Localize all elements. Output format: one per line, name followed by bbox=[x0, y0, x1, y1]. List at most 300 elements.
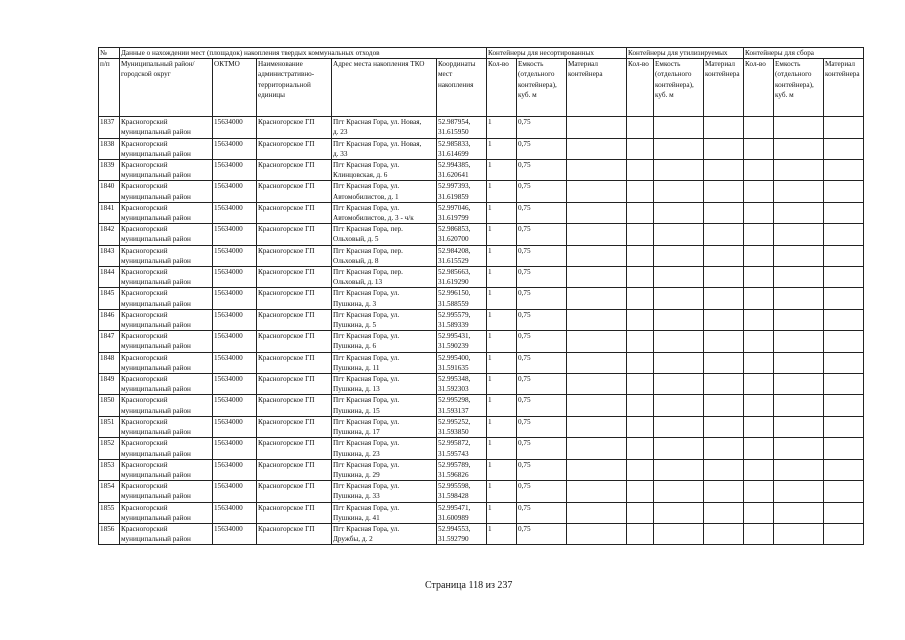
district-cell bbox=[120, 224, 213, 245]
district-cell bbox=[120, 352, 213, 373]
admin-unit-cell-line: Красногорское ГП bbox=[258, 118, 315, 127]
empty-cell bbox=[567, 202, 627, 223]
qty-cell-line: 1 bbox=[488, 503, 492, 512]
admin-unit-cell-line: Красногорское ГП bbox=[258, 503, 315, 512]
empty-cell bbox=[654, 160, 704, 181]
empty-cell bbox=[654, 331, 704, 352]
empty-cell bbox=[774, 523, 824, 544]
coords-cell-line: 52.995579, bbox=[438, 310, 471, 319]
empty-cell bbox=[704, 160, 744, 181]
address-cell-line: Пгт Красная Гора, ул. bbox=[333, 289, 400, 298]
header-admin-unit: Наименование административно-территориальной единицы bbox=[257, 59, 332, 117]
empty-cell bbox=[744, 117, 774, 138]
empty-cell bbox=[774, 459, 824, 480]
district-cell-line: муниципальный район bbox=[121, 128, 191, 137]
empty-cell bbox=[654, 224, 704, 245]
oktmo-cell bbox=[213, 459, 257, 480]
admin-unit-cell bbox=[257, 331, 332, 352]
empty-cell bbox=[744, 245, 774, 266]
qty-cell-line: 1 bbox=[488, 439, 492, 448]
empty-cell bbox=[627, 181, 654, 202]
address-cell bbox=[332, 331, 437, 352]
oktmo-cell-line: 15634000 bbox=[214, 417, 243, 426]
address-cell-line: Пушкина, д. 23 bbox=[333, 449, 380, 458]
empty-cell bbox=[704, 288, 744, 309]
row-number bbox=[99, 117, 120, 138]
coords-cell-line: 52.997393, bbox=[438, 182, 471, 191]
address-cell bbox=[332, 117, 437, 138]
qty-cell-line: 1 bbox=[488, 182, 492, 191]
address-cell-line: Пгт Красная Гора, ул. bbox=[333, 375, 400, 384]
empty-cell bbox=[567, 331, 627, 352]
admin-unit-cell-line: Красногорское ГП bbox=[258, 332, 315, 341]
district-cell-line: муниципальный район bbox=[121, 449, 191, 458]
row-number-line: 1845 bbox=[100, 289, 115, 298]
header-capacity-2: Емкость (отдельного контейнера), куб. м bbox=[654, 59, 704, 117]
oktmo-cell bbox=[213, 224, 257, 245]
qty-cell bbox=[487, 352, 517, 373]
district-cell-line: Красногорский bbox=[121, 482, 168, 491]
district-cell bbox=[120, 395, 213, 416]
admin-unit-cell bbox=[257, 374, 332, 395]
oktmo-cell-line: 15634000 bbox=[214, 332, 243, 341]
capacity-cell bbox=[517, 138, 567, 159]
row-number-line: 1852 bbox=[100, 439, 115, 448]
district-cell-line: Красногорский bbox=[121, 225, 168, 234]
district-cell-line: Красногорский bbox=[121, 503, 168, 512]
capacity-cell-line: 0,75 bbox=[518, 353, 531, 362]
capacity-cell-line: 0,75 bbox=[518, 203, 531, 212]
row-number bbox=[99, 374, 120, 395]
row-number bbox=[99, 267, 120, 288]
empty-cell bbox=[704, 181, 744, 202]
address-cell bbox=[332, 374, 437, 395]
waste-sites-table bbox=[98, 47, 864, 545]
address-cell-line: Пгт Красная Гора, ул. bbox=[333, 439, 400, 448]
empty-cell bbox=[774, 138, 824, 159]
empty-cell bbox=[654, 117, 704, 138]
empty-cell bbox=[824, 267, 864, 288]
capacity-cell bbox=[517, 481, 567, 502]
row-number bbox=[99, 202, 120, 223]
header-qty-1: Кол-во bbox=[487, 59, 517, 117]
capacity-cell-line: 0,75 bbox=[518, 139, 531, 148]
address-cell-line: Пгт Красная Гора, ул. bbox=[333, 482, 400, 491]
district-cell-line: муниципальный район bbox=[121, 535, 191, 544]
qty-cell bbox=[487, 416, 517, 437]
address-cell-line: Ольховый, д. 8 bbox=[333, 256, 379, 265]
district-cell bbox=[120, 523, 213, 544]
qty-cell-line: 1 bbox=[488, 460, 492, 469]
row-number bbox=[99, 438, 120, 459]
district-cell bbox=[120, 502, 213, 523]
header-row-columns bbox=[99, 59, 864, 117]
coords-cell bbox=[437, 288, 487, 309]
empty-cell bbox=[627, 288, 654, 309]
empty-cell bbox=[567, 523, 627, 544]
empty-cell bbox=[744, 267, 774, 288]
address-cell-line: Автомобилистов, д. 1 bbox=[333, 192, 399, 201]
empty-cell bbox=[774, 202, 824, 223]
oktmo-cell-line: 15634000 bbox=[214, 182, 243, 191]
row-number-line: 1853 bbox=[100, 460, 115, 469]
empty-cell bbox=[704, 267, 744, 288]
district-cell bbox=[120, 117, 213, 138]
coords-cell-line: 52.995348, bbox=[438, 375, 471, 384]
row-number-line: 1841 bbox=[100, 203, 115, 212]
oktmo-cell-line: 15634000 bbox=[214, 396, 243, 405]
admin-unit-cell bbox=[257, 267, 332, 288]
address-cell bbox=[332, 202, 437, 223]
empty-cell bbox=[654, 481, 704, 502]
coords-cell-line: 31.620700 bbox=[438, 235, 469, 244]
qty-cell-line: 1 bbox=[488, 482, 492, 491]
qty-cell bbox=[487, 160, 517, 181]
address-cell-line: Ольховый, д. 13 bbox=[333, 278, 383, 287]
oktmo-cell-line: 15634000 bbox=[214, 310, 243, 319]
empty-cell bbox=[567, 502, 627, 523]
admin-unit-cell bbox=[257, 481, 332, 502]
address-cell-line: Пгт Красная Гора, ул. Новая, bbox=[333, 139, 422, 148]
document-page bbox=[98, 47, 864, 545]
admin-unit-cell bbox=[257, 202, 332, 223]
table-row bbox=[99, 288, 864, 309]
qty-cell-line: 1 bbox=[488, 375, 492, 384]
coords-cell-line: 31.590239 bbox=[438, 342, 469, 351]
oktmo-cell-line: 15634000 bbox=[214, 225, 243, 234]
oktmo-cell-line: 15634000 bbox=[214, 375, 243, 384]
empty-cell bbox=[774, 331, 824, 352]
empty-cell bbox=[654, 138, 704, 159]
empty-cell bbox=[627, 117, 654, 138]
row-number bbox=[99, 481, 120, 502]
address-cell-line: Пушкина, д. 13 bbox=[333, 385, 380, 394]
row-number bbox=[99, 309, 120, 330]
row-number bbox=[99, 352, 120, 373]
empty-cell bbox=[774, 352, 824, 373]
header-qty-2: Кол-во bbox=[627, 59, 654, 117]
qty-cell bbox=[487, 181, 517, 202]
district-cell-line: муниципальный район bbox=[121, 513, 191, 522]
table-row bbox=[99, 117, 864, 138]
empty-cell bbox=[824, 395, 864, 416]
table-row bbox=[99, 481, 864, 502]
empty-cell bbox=[627, 374, 654, 395]
district-cell bbox=[120, 309, 213, 330]
coords-cell bbox=[437, 117, 487, 138]
address-cell bbox=[332, 267, 437, 288]
row-number-line: 1850 bbox=[100, 396, 115, 405]
coords-cell bbox=[437, 502, 487, 523]
coords-cell-line: 31.614699 bbox=[438, 149, 469, 158]
coords-cell-line: 52.986853, bbox=[438, 225, 471, 234]
address-cell-line: Пгт Красная Гора, пер. bbox=[333, 246, 403, 255]
coords-cell bbox=[437, 309, 487, 330]
empty-cell bbox=[654, 267, 704, 288]
coords-cell-line: 31.592303 bbox=[438, 385, 469, 394]
admin-unit-cell-line: Красногорское ГП bbox=[258, 353, 315, 362]
admin-unit-cell-line: Красногорское ГП bbox=[258, 524, 315, 533]
empty-cell bbox=[567, 117, 627, 138]
empty-cell bbox=[627, 502, 654, 523]
district-cell-line: Красногорский bbox=[121, 268, 168, 277]
row-number bbox=[99, 416, 120, 437]
address-cell-line: Пгт Красная Гора, ул. bbox=[333, 161, 400, 170]
oktmo-cell-line: 15634000 bbox=[214, 353, 243, 362]
coords-cell bbox=[437, 224, 487, 245]
oktmo-cell-line: 15634000 bbox=[214, 246, 243, 255]
admin-unit-cell bbox=[257, 502, 332, 523]
admin-unit-cell-line: Красногорское ГП bbox=[258, 460, 315, 469]
address-cell bbox=[332, 224, 437, 245]
district-cell-line: муниципальный район bbox=[121, 342, 191, 351]
empty-cell bbox=[744, 395, 774, 416]
district-cell-line: муниципальный район bbox=[121, 428, 191, 437]
admin-unit-cell bbox=[257, 224, 332, 245]
header-no: № bbox=[99, 48, 120, 59]
qty-cell-line: 1 bbox=[488, 268, 492, 277]
empty-cell bbox=[744, 224, 774, 245]
coords-cell bbox=[437, 416, 487, 437]
qty-cell bbox=[487, 202, 517, 223]
oktmo-cell bbox=[213, 245, 257, 266]
empty-cell bbox=[654, 523, 704, 544]
admin-unit-cell-line: Красногорское ГП bbox=[258, 396, 315, 405]
row-number bbox=[99, 245, 120, 266]
address-cell bbox=[332, 309, 437, 330]
capacity-cell-line: 0,75 bbox=[518, 503, 531, 512]
oktmo-cell-line: 15634000 bbox=[214, 139, 243, 148]
empty-cell bbox=[774, 224, 824, 245]
coords-cell-line: 52.996150, bbox=[438, 289, 471, 298]
empty-cell bbox=[704, 138, 744, 159]
oktmo-cell bbox=[213, 523, 257, 544]
row-number-line: 1840 bbox=[100, 182, 115, 191]
district-cell-line: муниципальный район bbox=[121, 149, 191, 158]
empty-cell bbox=[627, 138, 654, 159]
admin-unit-cell bbox=[257, 523, 332, 544]
district-cell-line: Красногорский bbox=[121, 203, 168, 212]
empty-cell bbox=[774, 374, 824, 395]
capacity-cell bbox=[517, 352, 567, 373]
qty-cell bbox=[487, 117, 517, 138]
empty-cell bbox=[744, 181, 774, 202]
empty-cell bbox=[704, 481, 744, 502]
empty-cell bbox=[567, 267, 627, 288]
qty-cell bbox=[487, 438, 517, 459]
empty-cell bbox=[704, 352, 744, 373]
coords-cell-line: 31.593850 bbox=[438, 428, 469, 437]
district-cell bbox=[120, 181, 213, 202]
address-cell-line: Пушкина, д. 33 bbox=[333, 492, 380, 501]
admin-unit-cell-line: Красногорское ГП bbox=[258, 161, 315, 170]
district-cell-line: муниципальный район bbox=[121, 363, 191, 372]
row-number-line: 1851 bbox=[100, 417, 115, 426]
row-number-line: 1842 bbox=[100, 225, 115, 234]
district-cell-line: Красногорский bbox=[121, 289, 168, 298]
address-cell bbox=[332, 502, 437, 523]
row-number-line: 1839 bbox=[100, 161, 115, 170]
coords-cell-line: 52.995431, bbox=[438, 332, 471, 341]
header-district: Муниципальный район/городской округ bbox=[120, 59, 213, 117]
coords-cell-line: 31.619799 bbox=[438, 214, 469, 223]
header-address: Адрес места накопления ТКО bbox=[332, 59, 437, 117]
qty-cell-line: 1 bbox=[488, 139, 492, 148]
coords-cell bbox=[437, 160, 487, 181]
address-cell-line: Пушкина, д. 5 bbox=[333, 321, 377, 330]
capacity-cell-line: 0,75 bbox=[518, 118, 531, 127]
district-cell-line: муниципальный район bbox=[121, 385, 191, 394]
capacity-cell bbox=[517, 416, 567, 437]
empty-cell bbox=[627, 267, 654, 288]
empty-cell bbox=[744, 459, 774, 480]
address-cell bbox=[332, 438, 437, 459]
empty-cell bbox=[824, 160, 864, 181]
table-row bbox=[99, 224, 864, 245]
coords-cell-line: 31.593137 bbox=[438, 406, 469, 415]
empty-cell bbox=[774, 416, 824, 437]
oktmo-cell bbox=[213, 267, 257, 288]
address-cell-line: Пушкина, д. 29 bbox=[333, 470, 380, 479]
coords-cell bbox=[437, 481, 487, 502]
empty-cell bbox=[654, 502, 704, 523]
header-oktmo: ОКТМО bbox=[213, 59, 257, 117]
capacity-cell bbox=[517, 288, 567, 309]
district-cell bbox=[120, 481, 213, 502]
oktmo-cell-line: 15634000 bbox=[214, 439, 243, 448]
empty-cell bbox=[627, 523, 654, 544]
empty-cell bbox=[824, 181, 864, 202]
admin-unit-cell bbox=[257, 438, 332, 459]
empty-cell bbox=[774, 395, 824, 416]
district-cell-line: Красногорский bbox=[121, 353, 168, 362]
district-cell-line: Красногорский bbox=[121, 332, 168, 341]
empty-cell bbox=[824, 481, 864, 502]
capacity-cell bbox=[517, 438, 567, 459]
qty-cell-line: 1 bbox=[488, 225, 492, 234]
empty-cell bbox=[567, 438, 627, 459]
empty-cell bbox=[627, 202, 654, 223]
oktmo-cell bbox=[213, 202, 257, 223]
address-cell-line: Пгт Красная Гора, ул. bbox=[333, 310, 400, 319]
admin-unit-cell bbox=[257, 309, 332, 330]
empty-cell bbox=[627, 309, 654, 330]
empty-cell bbox=[627, 160, 654, 181]
empty-cell bbox=[567, 459, 627, 480]
district-cell bbox=[120, 459, 213, 480]
coords-cell-line: 52.994385, bbox=[438, 161, 471, 170]
address-cell-line: Пгт Красная Гора, ул. bbox=[333, 332, 400, 341]
oktmo-cell bbox=[213, 395, 257, 416]
oktmo-cell bbox=[213, 416, 257, 437]
district-cell-line: Красногорский bbox=[121, 139, 168, 148]
address-cell bbox=[332, 523, 437, 544]
empty-cell bbox=[567, 416, 627, 437]
admin-unit-cell bbox=[257, 138, 332, 159]
capacity-cell bbox=[517, 181, 567, 202]
address-cell-line: Пушкина, д. 17 bbox=[333, 428, 380, 437]
row-number-line: 1847 bbox=[100, 332, 115, 341]
qty-cell bbox=[487, 309, 517, 330]
coords-cell-line: 31.591635 bbox=[438, 363, 469, 372]
table-row bbox=[99, 502, 864, 523]
oktmo-cell-line: 15634000 bbox=[214, 482, 243, 491]
district-cell-line: муниципальный район bbox=[121, 192, 191, 201]
empty-cell bbox=[824, 288, 864, 309]
address-cell bbox=[332, 395, 437, 416]
header-row-groups bbox=[99, 48, 864, 59]
empty-cell bbox=[744, 374, 774, 395]
header-capacity-1: Емкость (отдельного контейнера), куб. м bbox=[517, 59, 567, 117]
district-cell-line: муниципальный район bbox=[121, 171, 191, 180]
empty-cell bbox=[774, 502, 824, 523]
empty-cell bbox=[567, 160, 627, 181]
address-cell-line: Клинцовская, д. 6 bbox=[333, 171, 388, 180]
qty-cell bbox=[487, 331, 517, 352]
empty-cell bbox=[704, 416, 744, 437]
oktmo-cell-line: 15634000 bbox=[214, 460, 243, 469]
coords-cell-line: 52.995400, bbox=[438, 353, 471, 362]
oktmo-cell-line: 15634000 bbox=[214, 503, 243, 512]
empty-cell bbox=[627, 481, 654, 502]
capacity-cell-line: 0,75 bbox=[518, 182, 531, 191]
address-cell-line: Пгт Красная Гора, ул. bbox=[333, 182, 400, 191]
district-cell bbox=[120, 331, 213, 352]
oktmo-cell-line: 15634000 bbox=[214, 289, 243, 298]
admin-unit-cell bbox=[257, 459, 332, 480]
empty-cell bbox=[654, 374, 704, 395]
coords-cell bbox=[437, 267, 487, 288]
row-number-line: 1837 bbox=[100, 118, 115, 127]
row-number bbox=[99, 395, 120, 416]
header-capacity-3: Емкость (отдельного контейнера), куб. м bbox=[774, 59, 824, 117]
capacity-cell bbox=[517, 502, 567, 523]
coords-cell bbox=[437, 523, 487, 544]
oktmo-cell bbox=[213, 117, 257, 138]
address-cell bbox=[332, 352, 437, 373]
table-row bbox=[99, 352, 864, 373]
empty-cell bbox=[654, 459, 704, 480]
empty-cell bbox=[824, 117, 864, 138]
address-cell bbox=[332, 288, 437, 309]
capacity-cell-line: 0,75 bbox=[518, 246, 531, 255]
admin-unit-cell bbox=[257, 117, 332, 138]
empty-cell bbox=[704, 309, 744, 330]
capacity-cell bbox=[517, 117, 567, 138]
empty-cell bbox=[567, 309, 627, 330]
address-cell-line: Пгт Красная Гора, ул. bbox=[333, 396, 400, 405]
coords-cell-line: 31.619859 bbox=[438, 192, 469, 201]
admin-unit-cell-line: Красногорское ГП bbox=[258, 246, 315, 255]
header-group-collect: Контейнеры для сбора bbox=[744, 48, 864, 59]
row-number bbox=[99, 181, 120, 202]
header-coords: Координаты мест накопления bbox=[437, 59, 487, 117]
capacity-cell bbox=[517, 267, 567, 288]
table-row bbox=[99, 202, 864, 223]
row-number-line: 1855 bbox=[100, 503, 115, 512]
empty-cell bbox=[744, 160, 774, 181]
address-cell-line: Пушкина, д. 6 bbox=[333, 342, 377, 351]
address-cell-line: Автомобилистов, д. 3 - ч/к bbox=[333, 214, 414, 223]
row-number bbox=[99, 459, 120, 480]
table-row bbox=[99, 181, 864, 202]
empty-cell bbox=[824, 374, 864, 395]
empty-cell bbox=[774, 481, 824, 502]
empty-cell bbox=[824, 523, 864, 544]
empty-cell bbox=[654, 309, 704, 330]
qty-cell-line: 1 bbox=[488, 396, 492, 405]
coords-cell-line: 52.995471, bbox=[438, 503, 471, 512]
